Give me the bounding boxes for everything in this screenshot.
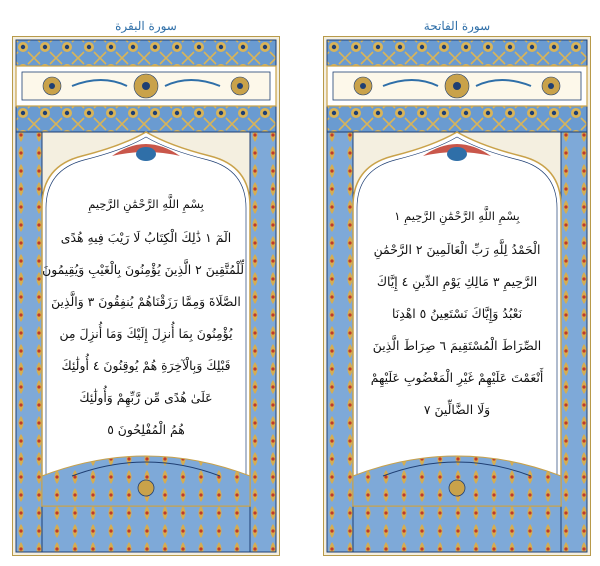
text-line: وَلَا الضَّالِّينَ ٧ <box>423 402 491 417</box>
text-line: عَلَىٰ هُدًى مِّن رَّبِّهِمْ وَأُولَٰئِكَ <box>79 390 213 405</box>
basmala: بِسْمِ اللَّهِ الرَّحْمَٰنِ الرَّحِيمِ <box>88 197 204 211</box>
page-al-baqarah <box>12 18 280 556</box>
surah-title: سورة الفاتحة <box>423 19 491 33</box>
surah-title: سورة البقرة <box>115 19 177 33</box>
text-line: الرَّحِيمِ ٣ مَالِكِ يَوْمِ الدِّينِ ٤ إِيَّاكَ <box>376 274 538 289</box>
text-line: نَعْبُدُ وَإِيَّاكَ نَسْتَعِينُ ٥ اهْدِنَا <box>391 306 523 321</box>
page-al-fatiha <box>323 18 591 556</box>
text-line: هُمُ الْمُفْلِحُونَ ٥ <box>107 422 185 437</box>
text-line: قَبْلِكَ وَبِالْآخِرَةِ هُمْ يُوقِنُونَ ٤ أُولَٰئِكَ <box>61 358 231 373</box>
basmala: بِسْمِ اللَّهِ الرَّحْمَٰنِ الرَّحِيمِ ١ <box>394 209 520 223</box>
text-line: لِّلْمُتَّقِينَ ٢ الَّذِينَ يُؤْمِنُونَ بِالْغَيْبِ وَيُقِيمُونَ <box>42 262 244 277</box>
text-panel <box>42 186 244 486</box>
text-line: يُؤْمِنُونَ بِمَا أُنزِلَ إِلَيْكَ وَمَا أُنزِلَ مِن <box>59 326 233 341</box>
text-line: الٓمٓ ١ ذَٰلِكَ الْكِتَابُ لَا رَيْبَ فِيهِ هُدًى <box>60 230 232 245</box>
text-line: أَنْعَمْتَ عَلَيْهِمْ غَيْرِ الْمَغْضُوبِ عَلَيْهِمْ <box>370 370 544 385</box>
text-line: الصِّرَاطَ الْمُسْتَقِيمَ ٦ صِرَاطَ الَّذِينَ <box>372 338 542 353</box>
text-line: الصَّلَاةَ وَمِمَّا رَزَقْنَاهُمْ يُنفِقُونَ ٣ وَالَّذِينَ <box>51 294 241 309</box>
text-line: الْحَمْدُ لِلَّهِ رَبِّ الْعَالَمِينَ ٢ الرَّحْمَٰنِ <box>373 242 541 257</box>
text-panel <box>359 198 555 498</box>
